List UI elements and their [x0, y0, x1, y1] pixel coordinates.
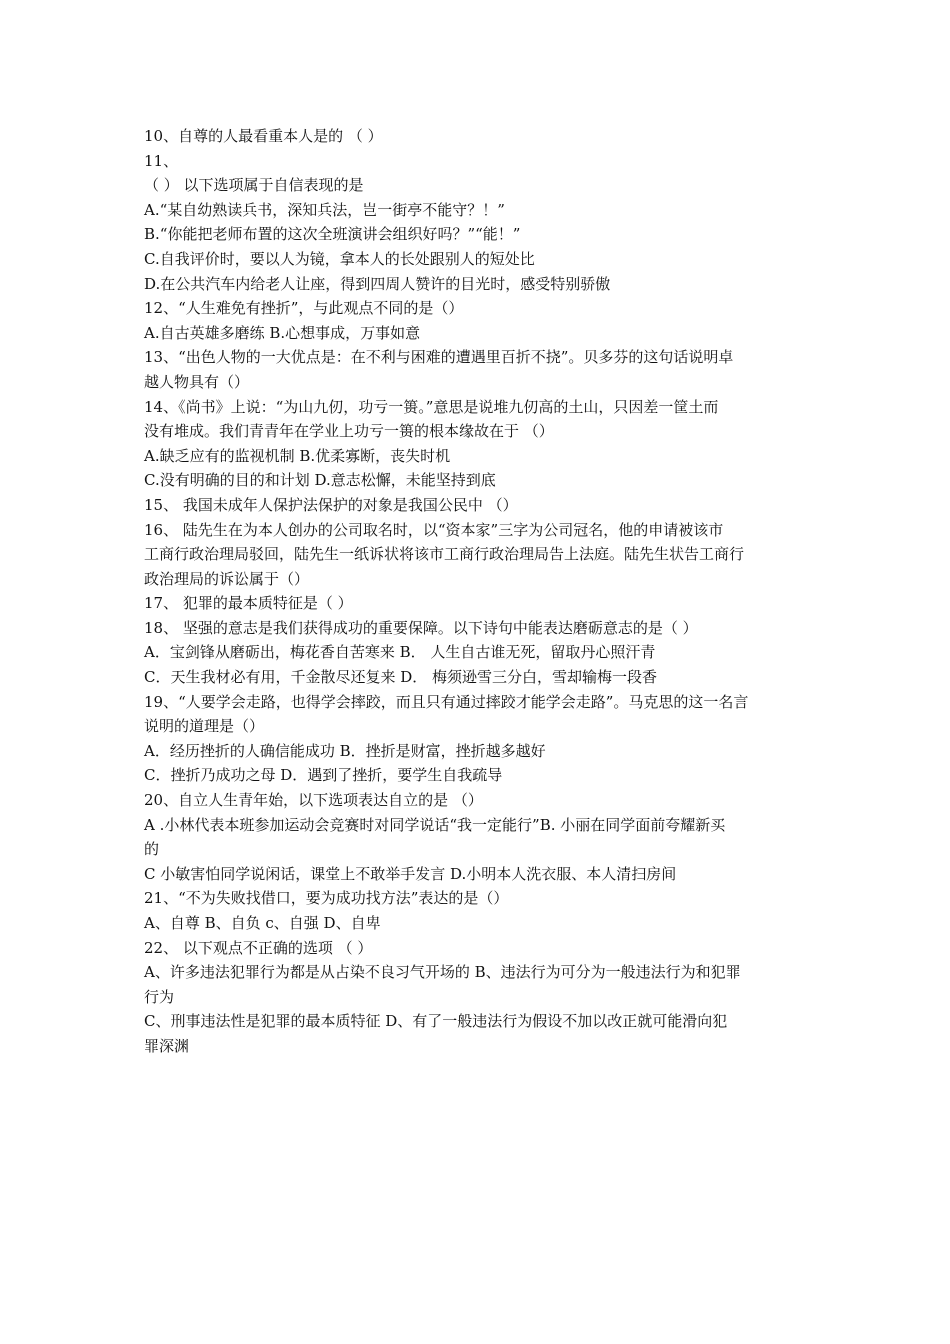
- text-line-q20: 20、自立人生青年始，以下选项表达自立的是 （）: [144, 791, 483, 810]
- text-line-q22-options-ab-cont: 行为: [144, 987, 175, 1006]
- text-line-q19-options-ab: A．经历挫折的人确信能成功 B．挫折是财富，挫折越多越好: [144, 741, 546, 760]
- text-line-q20-options-ab-cont: 的: [144, 840, 160, 859]
- text-line-q22-options-cd-cont: 罪深渊: [144, 1036, 190, 1055]
- text-line-q11-option-c: C.自我评价时，要以人为镜，拿本人的长处跟别人的短处比: [144, 249, 535, 268]
- text-line-q18-options-ab: A．宝剑锋从磨砺出，梅花香自苦寒来 B． 人生自古谁无死，留取丹心照汗青: [144, 643, 656, 662]
- text-line-q11-option-b: B.“你能把老师布置的这次全班演讲会组织好吗？”“能！”: [144, 225, 521, 244]
- text-line-q11-number: 11、: [144, 151, 179, 170]
- text-line-q18-options-cd: C．天生我材必有用，千金散尽还复来 D． 梅须逊雪三分白，雪却输梅一段香: [144, 668, 658, 687]
- text-line-q11-stem: （ ） 以下选项属于自信表现的是: [144, 176, 364, 195]
- text-line-q22-options-cd: C、刑事违法性是犯罪的最本质特征 D、有了一般违法行为假设不加以改正就可能滑向犯: [144, 1012, 728, 1031]
- text-line-q11-option-a: A.“某自幼熟读兵书，深知兵法，岂一街亭不能守？！”: [144, 200, 505, 219]
- text-line-q20-options-ab: A .小林代表本班参加运动会竞赛时对同学说话“我一定能行”B. 小丽在同学面前夸耀新买: [144, 815, 726, 834]
- text-line-q17: 17、 犯罪的最本质特征是（ ）: [144, 594, 353, 613]
- text-line-q21: 21、“不为失败找借口，要为成功找方法”表达的是（）: [144, 889, 509, 908]
- text-line-q13: 13、“出色人物的一大优点是：在不利与困难的遭遇里百折不挠”。贝多芬的这句话说明卓: [144, 348, 734, 367]
- text-line-q18: 18、 坚强的意志是我们获得成功的重要保障。以下诗句中能表达磨砺意志的是（ ）: [144, 618, 698, 637]
- text-line-q14-cont: 没有堆成。我们青青年在学业上功亏一篑的根本缘故在于 （）: [144, 422, 554, 441]
- text-line-q15: 15、 我国未成年人保护法保护的对象是我国公民中 （）: [144, 495, 518, 514]
- text-line-q12: 12、“人生难免有挫折”，与此观点不同的是（）: [144, 299, 464, 318]
- text-line-q20-options-cd: C 小敏害怕同学说闲话，课堂上不敢举手发言 D.小明本人洗衣服、本人清扫房间: [144, 864, 677, 883]
- text-line-q19-cont: 说明的道理是（）: [144, 717, 265, 736]
- text-line-q14-options-ab: A.缺乏应有的监视机制 B.优柔寡断，丧失时机: [144, 446, 451, 465]
- text-line-q12-options: A.自古英雄多磨练 B.心想事成，万事如意: [144, 323, 421, 342]
- text-line-q14: 14、《尚书》上说：“为山九仞，功亏一篑。”意思是说堆九仞高的土山，只因差一筐土而: [144, 397, 719, 416]
- text-line-q19: 19、“人要学会走路，也得学会摔跤，而且只有通过摔跤才能学会走路”。马克思的这一名言: [144, 692, 749, 711]
- text-line-q19-options-cd: C．挫折乃成功之母 D．遇到了挫折，要学生自我疏导: [144, 766, 503, 785]
- text-line-q22-options-ab: A、许多违法犯罪行为都是从占染不良习气开场的 B、违法行为可分为一般违法行为和犯罪: [144, 963, 741, 982]
- text-line-q11-option-d: D.在公共汽车内给老人让座，得到四周人赞许的目光时，感受特别骄傲: [144, 274, 611, 293]
- text-line-q14-options-cd: C.没有明确的目的和计划 D.意志松懈，未能坚持到底: [144, 471, 496, 490]
- text-line-q16: 16、 陆先生在为本人创办的公司取名时，以“资本家”三字为公司冠名，他的申请被该市: [144, 520, 724, 539]
- text-line-q16-cont-2: 政治理局的诉讼属于（）: [144, 569, 310, 588]
- text-line-q16-cont-1: 工商行政治理局驳回，陆先生一纸诉状将该市工商行政治理局告上法庭。陆先生状告工商行: [144, 545, 745, 564]
- document-body: [144, 124, 824, 1059]
- text-line-q22: 22、 以下观点不正确的选项 （ ）: [144, 938, 373, 957]
- text-line-q10: 10、自尊的人最看重本人是的 （ ）: [144, 127, 383, 145]
- text-line-q13-cont: 越人物具有（）: [144, 372, 250, 391]
- text-line-q21-options: A、自尊 B、自负 c、自强 D、自卑: [144, 914, 381, 932]
